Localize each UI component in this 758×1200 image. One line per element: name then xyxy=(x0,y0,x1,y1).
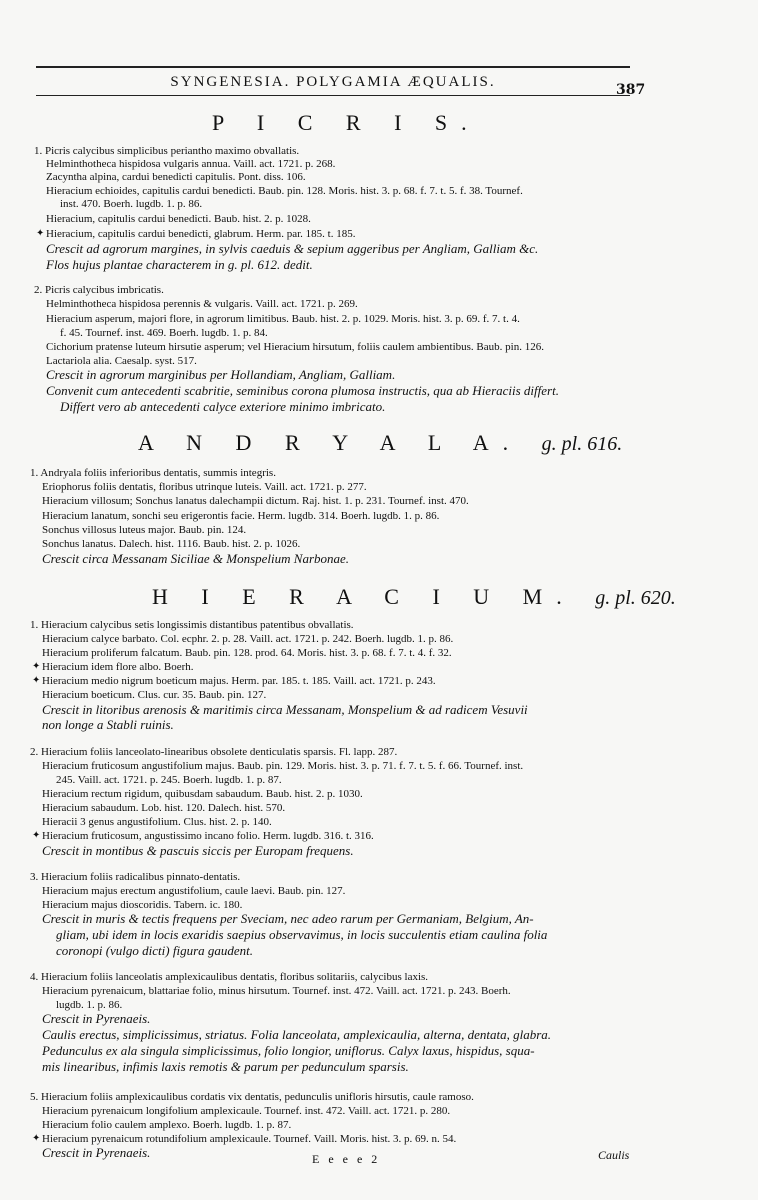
species-2-diagnosis: 2. Hieracium foliis lanceolato-linearibus obsolete denticulatis sparsis. Fl. lapp. 287. xyxy=(30,746,398,758)
synonym-line: Hieracium lanatum, sonchi seu erigerontis facie. Herm. lugdb. 314. Boerh. lugdb. 1. p. 86. xyxy=(42,510,440,522)
habitat-line: Crescit circa Messanam Siciliae & Monspelium Narbonae. xyxy=(42,551,350,566)
synonym-line: Hieracii 3 genus angustifolium. Clus. hist. 2. p. 140. xyxy=(42,816,272,828)
species-4-diagnosis: 4. Hieracium foliis lanceolatis amplexicaulibus dentatis, floribus solitariis, calycibus laxis. xyxy=(30,971,429,983)
synonym-line: Hieracium idem flore albo. Boerh. xyxy=(42,661,194,673)
description-line: Caulis erectus, simplicissimus, striatus. Folia lanceolata, amplexicaulia, alterna, dentata, glabra. xyxy=(42,1027,552,1042)
synonym-line: Cichorium pratense luteum hirsutie asperum; vel Hieracium hirsutum, foliis caulem ambientibus. Baub. pin. 126. xyxy=(46,341,544,353)
margin-mark-icon: ✦ xyxy=(32,1133,41,1144)
margin-mark-icon: ✦ xyxy=(32,661,41,672)
synonym-line: Hieracium calyce barbato. Col. ecphr. 2. p. 28. Vaill. act. 1721. p. 242. Boerh. lugdb. 1. p. 86. xyxy=(42,633,454,645)
catchword: Caulis xyxy=(598,1148,630,1162)
synonym-line: lugdb. 1. p. 86. xyxy=(56,999,123,1011)
species-1-diagnosis: 1. Picris calycibus simplicibus periantho maximo obvallatis. xyxy=(34,145,300,157)
species-5-diagnosis: 5. Hieracium foliis amplexicaulibus cordatis vix dentatis, pedunculis unifloris hirsutis, caule ramoso. xyxy=(30,1091,474,1103)
synonym-line: Hieracium fruticosum, angustissimo incano folio. Herm. lugdb. 316. t. 316. xyxy=(42,830,374,842)
habitat-line: Crescit ad agrorum margines, in sylvis caeduis & sepium aggeribus per Angliam, Galliam &c. xyxy=(46,241,539,256)
synonym-line: Hieracium boeticum. Clus. cur. 35. Baub. pin. 127. xyxy=(42,689,267,701)
habitat-line: Crescit in muris & tectis frequens per Sveciam, nec adeo rarum per Germaniam, Belgium, An- xyxy=(42,911,534,926)
signature-mark: E e e e 2 xyxy=(312,1152,381,1166)
synonym-line: Sonchus villosus luteus major. Baub. pin. 124. xyxy=(42,524,247,536)
page-number: 387 xyxy=(616,82,646,98)
synonym-line: Hieracium majus dioscoridis. Tabern. ic. 180. xyxy=(42,899,243,911)
header-top-rule xyxy=(36,66,630,68)
genus-name: H I E R A C I U M. xyxy=(152,584,576,609)
synonym-line: Zacyntha alpina, cardui benedicti capitulis. Pont. diss. 106. xyxy=(46,171,306,183)
margin-mark-icon: ✦ xyxy=(36,228,45,239)
species-1-diagnosis: 1. Andryala foliis inferioribus dentatis, summis integris. xyxy=(30,467,276,479)
synonym-line: Hieracium, capitulis cardui benedicti. Baub. hist. 2. p. 1028. xyxy=(46,213,311,225)
species-2-diagnosis: 2. Picris calycibus imbricatis. xyxy=(34,284,164,296)
habitat-line: Crescit in litoribus arenosis & maritimis circa Messanam, Monspelium & ad radicem Vesuvii xyxy=(42,702,528,717)
genus-name: A N D R Y A L A. xyxy=(138,430,523,455)
genus-reference: g. pl. 620. xyxy=(595,587,676,609)
margin-mark-icon: ✦ xyxy=(32,675,41,686)
synonym-line: Hieracium pyrenaicum, blattariae folio, minus hirsutum. Tournef. inst. 472. Vaill. act. 1721. p. 243. Boerh. xyxy=(42,985,511,997)
synonym-line: f. 45. Tournef. inst. 469. Boerh. lugdb. 1. p. 84. xyxy=(60,327,268,339)
synonym-line: Helminthotheca hispidosa perennis & vulgaris. Vaill. act. 1721. p. 269. xyxy=(46,298,358,310)
habitat-line: non longe a Stabli ruinis. xyxy=(42,717,174,732)
note-line: Flos hujus plantae characterem in g. pl. 612. dedit. xyxy=(46,257,313,272)
synonym-line: Hieracium majus erectum angustifolium, caule laevi. Baub. pin. 127. xyxy=(42,885,346,897)
synonym-line: Hieracium pyrenaicum longifolium amplexicaule. Tournef. inst. 472. Vaill. act. 1721. p. 280. xyxy=(42,1105,451,1117)
synonym-line: Sonchus lanatus. Dalech. hist. 1116. Baub. hist. 2. p. 1026. xyxy=(42,538,301,550)
synonym-line: Hieracium rectum rigidum, quibusdam sabaudum. Baub. hist. 2. p. 1030. xyxy=(42,788,363,800)
genus-heading-andryala xyxy=(138,430,622,456)
synonym-line: Hieracium pyrenaicum rotundifolium amplexicaule. Tournef. Vaill. Moris. hist. 3. p. 69. n. 54. xyxy=(42,1133,457,1145)
habitat-line: gliam, ubi idem in locis exaridis saepius observavimus, in locis succulentis etiam caulina folia xyxy=(56,927,548,942)
genus-heading-hieracium xyxy=(152,584,676,610)
synonym-line: Eriophorus foliis dentatis, floribus utrinque luteis. Vaill. act. 1721. p. 277. xyxy=(42,481,367,493)
synonym-line: 245. Vaill. act. 1721. p. 245. Boerh. lugdb. 1. p. 87. xyxy=(56,774,282,786)
synonym-line: Hieracium fruticosum angustifolium majus. Baub. pin. 129. Moris. hist. 3. p. 71. f. 7. t. 5. f. 66. Tournef. inst. xyxy=(42,760,524,772)
synonym-line: Hieracium asperum, majori flore, in agrorum limitibus. Baub. hist. 2. p. 1029. Moris. hist. 3. p. 69. f. 7. t. 4. xyxy=(46,313,520,325)
synonym-line: Hieracium, capitulis cardui benedicti, glabrum. Herm. par. 185. t. 185. xyxy=(46,228,356,240)
habitat-line: Crescit in agrorum marginibus per Hollandiam, Angliam, Galliam. xyxy=(46,367,396,382)
synonym-line: Hieracium medio nigrum boeticum majus. Herm. par. 185. t. 185. Vaill. act. 1721. p. 243. xyxy=(42,675,436,687)
habitat-line: Crescit in Pyrenaeis. xyxy=(42,1011,151,1026)
synonym-line: Hieracium folio caulem amplexo. Boerh. lugdb. 1. p. 87. xyxy=(42,1119,292,1131)
description-line: Pedunculus ex ala singula simplicissimus, folio longior, uniflorus. Calyx laxus, hispidus, squa- xyxy=(42,1043,535,1058)
habitat-line: coronopi (vulgo dicti) figura gaudent. xyxy=(56,943,254,958)
margin-mark-icon: ✦ xyxy=(32,830,41,841)
synonym-line: Lactariola alia. Caesalp. syst. 517. xyxy=(46,355,197,367)
header-bottom-rule xyxy=(36,95,630,96)
synonym-line: Hieracium echioides, capitulis cardui benedicti. Baub. pin. 128. Moris. hist. 3. p. 68. f. 7. t. 5. f. 38. Tournef. xyxy=(46,185,523,197)
species-1-diagnosis: 1. Hieracium calycibus setis longissimis distantibus patentibus obvallatis. xyxy=(30,619,354,631)
habitat-line: Crescit in Pyrenaeis. xyxy=(42,1145,151,1160)
description-line: mis linearibus, infimis laxis remotis & parum per pedunculum sparsis. xyxy=(42,1059,409,1074)
note-line: Convenit cum antecedenti scabritie, seminibus corona plumosa instructis, qua ab Hieraciis differt. xyxy=(46,383,559,398)
synonym-line: Helminthotheca hispidosa vulgaris annua. Vaill. act. 1721. p. 268. xyxy=(46,158,336,170)
habitat-line: Crescit in montibus & pascuis siccis per Europam frequens. xyxy=(42,843,354,858)
species-3-diagnosis: 3. Hieracium foliis radicalibus pinnato-dentatis. xyxy=(30,871,241,883)
synonym-line: Hieracium sabaudum. Lob. hist. 120. Dalech. hist. 570. xyxy=(42,802,286,814)
synonym-line: Hieracium proliferum falcatum. Baub. pin. 128. prod. 64. Moris. hist. 3. p. 68. f. 7. t. 4. f. 32. xyxy=(42,647,452,659)
note-line: Differt vero ab antecedenti calyce exteriore minimo imbricato. xyxy=(60,399,386,414)
genus-reference: g. pl. 616. xyxy=(541,433,623,455)
synonym-line: inst. 470. Boerh. lugdb. 1. p. 86. xyxy=(60,198,203,210)
synonym-line: Hieracium villosum; Sonchus lanatus dalechampii dictum. Raj. hist. 1. p. 231. Tournef. inst. 470. xyxy=(42,495,469,507)
genus-heading-picris: P I C R I S. xyxy=(212,110,481,135)
running-title: SYNGENESIA. POLYGAMIA ÆQUALIS. xyxy=(170,74,496,90)
